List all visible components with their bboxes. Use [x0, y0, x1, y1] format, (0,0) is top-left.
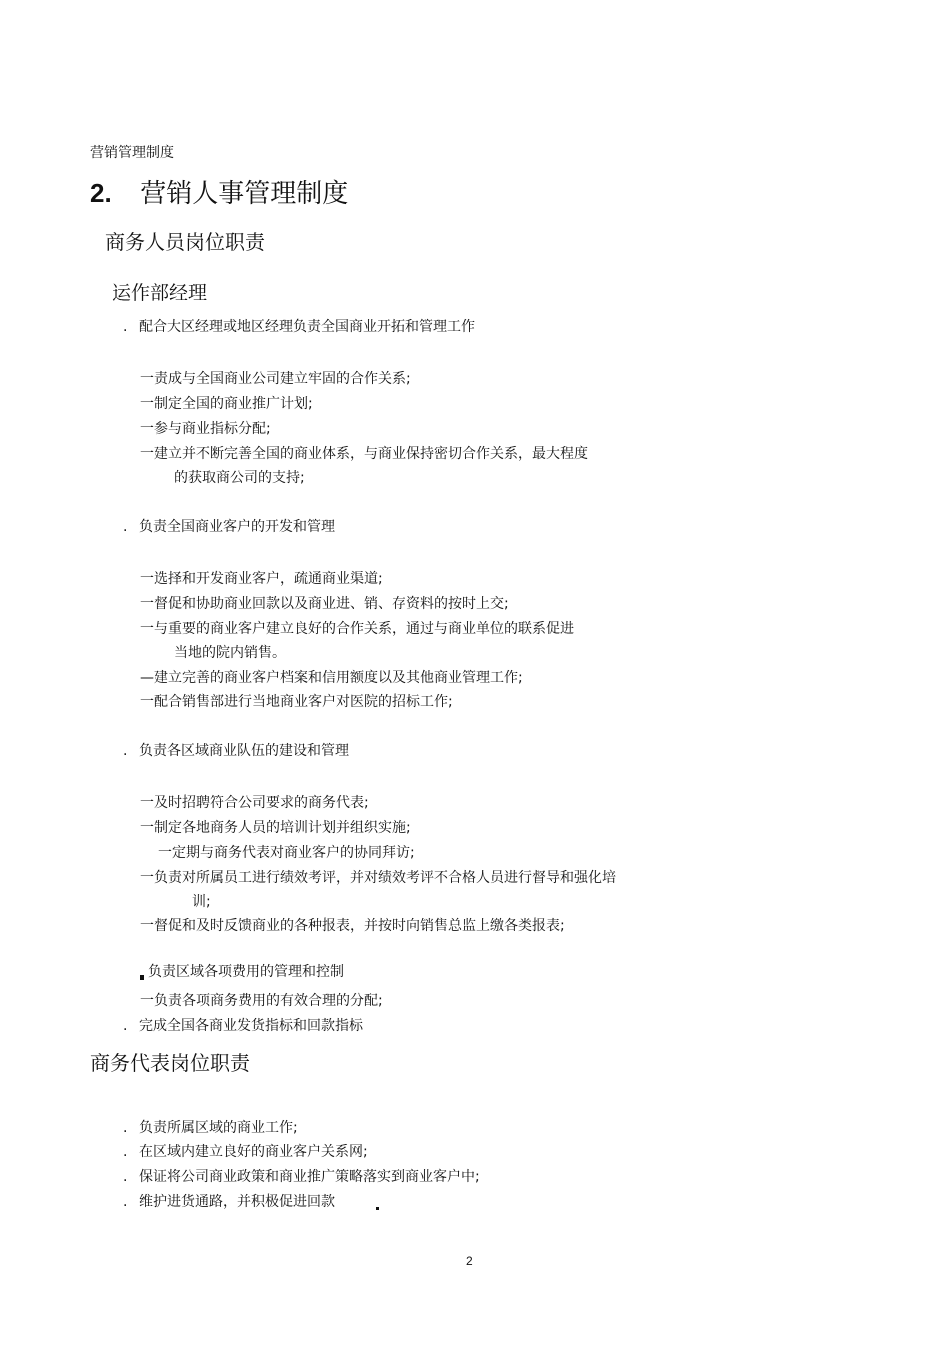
duty-heading-text: 配合大区经理或地区经理负责全国商业开拓和管理工作 [139, 319, 475, 335]
bullet: . [123, 1120, 128, 1136]
running-header: 营销管理制度 [90, 145, 174, 161]
rep-duty-item [123, 1120, 298, 1137]
bullet: . [123, 519, 128, 535]
duty-heading-1 [123, 319, 475, 336]
square-bullet-icon [140, 975, 144, 980]
duty-item-continuation: 当地的院内销售。 [174, 645, 286, 661]
page-number: 2 [466, 1254, 473, 1268]
bullet: . [123, 1169, 128, 1185]
duty-item: 一负责对所属员工进行绩效考评，并对绩效考评不合格人员进行督导和强化培 [140, 870, 616, 886]
duty-heading-text: 负责区域各项费用的管理和控制 [148, 964, 344, 980]
duty-item: —建立完善的商业客户档案和信用额度以及其他商业管理工作; [140, 670, 523, 686]
section-heading [90, 178, 348, 210]
rep-duty-text: 负责所属区域的商业工作; [139, 1120, 298, 1136]
duty-heading-4 [140, 964, 344, 981]
bullet: . [123, 743, 128, 759]
section-number: 2. [90, 178, 112, 208]
duty-item: 一配合销售部进行当地商业客户对医院的招标工作; [140, 694, 453, 710]
duty-heading-text: 负责全国商业客户的开发和管理 [139, 519, 335, 535]
rep-duty-text: 保证将公司商业政策和商业推广策略落实到商业客户中; [139, 1169, 480, 1185]
duty-item: 一选择和开发商业客户，疏通商业渠道; [140, 571, 383, 587]
subsubsection-title: 运作部经理 [112, 282, 208, 304]
duty-item: 一责成与全国商业公司建立牢固的合作关系; [140, 371, 411, 387]
duty-heading-3 [123, 743, 349, 760]
duty-item: 一制定各地商务人员的培训计划并组织实施; [140, 820, 411, 836]
duty-item: 一定期与商务代表对商业客户的协同拜访; [158, 845, 415, 861]
bullet: . [123, 319, 128, 335]
duty-heading-5 [123, 1018, 363, 1035]
subsection-title-1: 商务人员岗位职责 [105, 230, 265, 254]
duty-item: 一参与商业指标分配; [140, 421, 271, 437]
bullet: . [123, 1144, 128, 1160]
rep-duty-text: 维护进货通路，并积极促进回款 [139, 1194, 335, 1210]
duty-item: 一负责各项商务费用的有效合理的分配; [140, 993, 383, 1009]
bullet: . [123, 1194, 128, 1210]
rep-duty-item [123, 1169, 480, 1186]
duty-heading-2 [123, 519, 335, 536]
subsection-title-2: 商务代表岗位职责 [90, 1051, 250, 1075]
duty-item: 一督促和及时反馈商业的各种报表，并按时向销售总监上缴各类报表; [140, 918, 565, 934]
duty-heading-text: 完成全国各商业发货指标和回款指标 [139, 1018, 363, 1034]
duty-heading-text: 负责各区域商业队伍的建设和管理 [139, 743, 349, 759]
section-title: 营销人事管理制度 [140, 179, 349, 209]
bullet: . [123, 1018, 128, 1034]
duty-item-continuation: 训; [192, 894, 211, 910]
duty-item: 一督促和协助商业回款以及商业进、销、存资料的按时上交; [140, 596, 509, 612]
rep-duty-text: 在区域内建立良好的商业客户关系网; [139, 1144, 368, 1160]
duty-item: 一与重要的商业客户建立良好的合作关系，通过与商业单位的联系促进 [140, 621, 574, 637]
duty-item: 一及时招聘符合公司要求的商务代表; [140, 795, 369, 811]
duty-item: 一建立并不断完善全国的商业体系，与商业保持密切合作关系，最大程度 [140, 446, 588, 462]
duty-item: 一制定全国的商业推广计划; [140, 396, 313, 412]
trailing-dot-icon [376, 1207, 379, 1210]
rep-duty-item [123, 1144, 368, 1161]
duty-item-continuation: 的获取商公司的支持; [174, 470, 305, 486]
rep-duty-item [123, 1194, 335, 1211]
